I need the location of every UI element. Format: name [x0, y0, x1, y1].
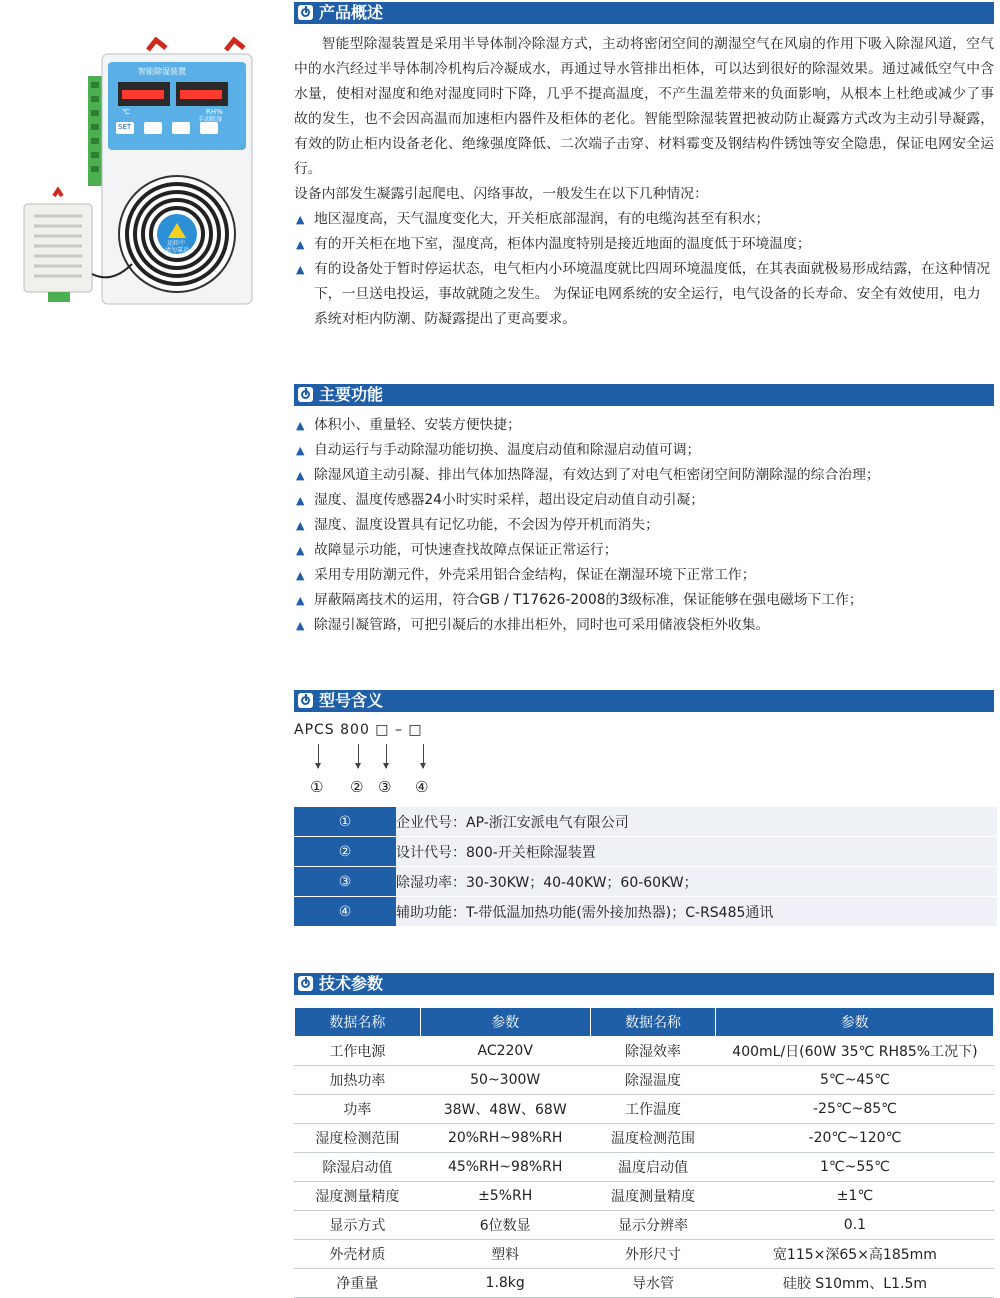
function-list: [294, 413, 994, 638]
power-icon: [298, 693, 313, 708]
table-cell: 显示方式: [295, 1211, 421, 1240]
list-item: ▲ 故障显示功能，可快速查找故障点保证正常运行；: [294, 538, 994, 563]
table-cell: -20℃~120℃: [716, 1124, 994, 1153]
table-cell: 净重量: [295, 1269, 421, 1298]
table-row: [294, 897, 997, 927]
table-row: [295, 1124, 994, 1153]
table-cell: 温度启动值: [590, 1153, 716, 1182]
fan-badge: 运转中: [167, 240, 186, 247]
params-table: [294, 1007, 994, 1298]
power-icon: [298, 976, 313, 991]
table-cell: 45%RH~98%RH: [420, 1153, 590, 1182]
table-cell: 显示分辨率: [590, 1211, 716, 1240]
arrow-icon: [318, 744, 319, 768]
section-title: 技术参数: [319, 974, 384, 993]
column-header: 参数: [420, 1008, 590, 1037]
fan-badge-2: 请勿靠近: [165, 247, 190, 254]
table-cell: 5℃~45℃: [716, 1066, 994, 1095]
section-overview-header: [294, 2, 994, 24]
product-image: [8, 24, 294, 314]
table-cell: 除湿启动值: [295, 1153, 421, 1182]
table-row: [295, 1037, 994, 1066]
table-cell: 1.8kg: [420, 1269, 590, 1298]
table-cell: 设计代号：800-开关柜除湿装置: [396, 837, 997, 867]
panel-set-button: SET: [118, 123, 132, 131]
table-cell: AC220V: [420, 1037, 590, 1066]
table-cell: 外形尺寸: [590, 1240, 716, 1269]
list-item: ▲ 除湿风道主动引凝、排出气体加热降湿，有效达到了对电气柜密闭空间防潮除湿的综合治理；: [294, 463, 994, 488]
model-mark: ①: [310, 778, 324, 796]
table-row: [294, 807, 997, 837]
panel-unit-rh: RH%: [206, 108, 223, 116]
table-row: [294, 837, 997, 867]
table-cell: 除湿功率：30-30KW；40-40KW；60-60KW；: [396, 867, 997, 897]
section-functions-header: [294, 384, 994, 406]
table-row: [295, 1066, 994, 1095]
model-mark: ②: [350, 778, 364, 796]
panel-title: 智能除湿装置: [138, 67, 186, 76]
table-cell: 导水管: [590, 1269, 716, 1298]
table-cell: 宽115×深65×高185mm: [716, 1240, 994, 1269]
table-cell: 除湿效率: [590, 1037, 716, 1066]
table-cell: 湿度检测范围: [295, 1124, 421, 1153]
model-table: [294, 807, 997, 927]
panel-unit-temp: ℃: [122, 108, 130, 116]
list-item: ▲ 湿度、温度设置具有记忆功能，不会因为停开机而消失；: [294, 513, 994, 538]
table-cell: ±1℃: [716, 1182, 994, 1211]
list-item: ▲ 屏蔽隔离技术的运用，符合GB / T17626-2008的3级标准，保证能够在强电磁场下工作；: [294, 588, 994, 613]
model-mark: ③: [378, 778, 392, 796]
table-cell: ①: [294, 807, 396, 837]
list-item: ▲ 自动运行与手动除湿功能切换、温度启动值和除湿启动值可调；: [294, 438, 994, 463]
overview-paragraph: 设备内部发生凝露引起爬电、闪络事故，一般发生在以下几种情况：: [294, 186, 708, 202]
table-cell: 工作电源: [295, 1037, 421, 1066]
list-item: ▲ 湿度、温度传感器24小时实时采样，超出设定启动值自动引凝；: [294, 488, 994, 513]
section-params-header: [294, 973, 994, 995]
table-row: [295, 1240, 994, 1269]
table-row: [295, 1211, 994, 1240]
table-cell: ±5%RH: [420, 1182, 590, 1211]
table-cell: 温度测量精度: [590, 1182, 716, 1211]
column-header: 参数: [716, 1008, 994, 1037]
table-row: [295, 1269, 994, 1298]
column-header: 数据名称: [590, 1008, 716, 1037]
column-header: 数据名称: [295, 1008, 421, 1037]
table-cell: 功率: [295, 1095, 421, 1124]
table-cell: 硅胶 S10mm、L1.5m: [716, 1269, 994, 1298]
model-code-diagram: [294, 718, 494, 798]
table-cell: 温度检测范围: [590, 1124, 716, 1153]
table-cell: 加热功率: [295, 1066, 421, 1095]
table-cell: 20%RH~98%RH: [420, 1124, 590, 1153]
table-cell: 6位数显: [420, 1211, 590, 1240]
table-cell: 工作温度: [590, 1095, 716, 1124]
table-row: [295, 1153, 994, 1182]
list-item: ▲ 有的开关柜在地下室，湿度高，柜体内温度特别是接近地面的温度低于环境温度；: [294, 232, 994, 257]
overview-bullets: [294, 207, 994, 332]
arrow-icon: [386, 744, 387, 768]
overview-paragraph: 智能型除湿装置是采用半导体制冷除湿方式，主动将密闭空间的潮湿空气在风扇的作用下吸入除湿风道，空气中的水汽经过半导体制冷机构后冷凝成水，再通过导水管排出柜体，可以达到很好的除湿效果。通过减低空气中含水量，使相对湿度和绝对湿度同时下降，几乎不提高温度，不产生温差带来的负面影响，从根本上杜绝或减少了事故的发生，也不会因高温而加速柜内器件及柜体的老化。智能型除湿装置把被动防止凝露方式改为主动引导凝露，有效的防止柜内设备老化、绝缘强度降低、二次端子击穿、材料霉变及钢结构件锈蚀等安全隐患，保证电网安全运行。: [294, 36, 994, 177]
table-cell: 除湿温度: [590, 1066, 716, 1095]
overview-text: [294, 32, 994, 207]
table-cell: 38W、48W、68W: [420, 1095, 590, 1124]
table-cell: 外壳材质: [295, 1240, 421, 1269]
table-cell: ②: [294, 837, 396, 867]
list-item: ▲ 体积小、重量轻、安装方便快捷；: [294, 413, 994, 438]
list-item: ▲ 除湿引凝管路，可把引凝后的水排出柜外，同时也可采用储液袋柜外收集。: [294, 613, 994, 638]
model-mark: ④: [415, 778, 429, 796]
table-cell: 塑料: [420, 1240, 590, 1269]
table-cell: ③: [294, 867, 396, 897]
table-row: [294, 867, 997, 897]
panel-run-label: 手动除湿: [198, 116, 223, 123]
list-item: ▲ 有的设备处于暂时停运状态，电气柜内小环境温度就比四周环境温度低，在其表面就极易形成结露，在这种情况下，一旦送电投运，事故就随之发生。 为保证电网系统的安全运行，电气设备的长寿命、安全有效使用，电力系统对柜内防潮、防凝露提出了更高要求。: [294, 257, 994, 332]
power-icon: [298, 5, 313, 20]
table-cell: 400mL/日(60W 35℃ RH85%工况下): [716, 1037, 994, 1066]
section-title: 型号含义: [319, 691, 384, 710]
list-item: ▲ 地区湿度高，天气温度变化大，开关柜底部湿润，有的电缆沟甚至有积水；: [294, 207, 994, 232]
section-model-header: [294, 690, 994, 712]
table-cell: 湿度测量精度: [295, 1182, 421, 1211]
arrow-icon: [358, 744, 359, 768]
model-code: APCS 800 □ – □: [294, 722, 423, 738]
table-header-row: [295, 1008, 994, 1037]
table-row: [295, 1095, 994, 1124]
section-title: 主要功能: [319, 385, 384, 404]
table-cell: -25℃~85℃: [716, 1095, 994, 1124]
section-title: 产品概述: [319, 3, 384, 22]
table-cell: ④: [294, 897, 396, 927]
table-row: [295, 1182, 994, 1211]
power-icon: [298, 387, 313, 402]
table-cell: 1℃~55℃: [716, 1153, 994, 1182]
list-item: ▲ 采用专用防潮元件，外壳采用铝合金结构，保证在潮湿环境下正常工作；: [294, 563, 994, 588]
table-cell: 50~300W: [420, 1066, 590, 1095]
table-cell: 企业代号：AP-浙江安派电气有限公司: [396, 807, 997, 837]
table-cell: 0.1: [716, 1211, 994, 1240]
arrow-icon: [423, 744, 424, 768]
table-cell: 辅助功能：T-带低温加热功能(需外接加热器)；C-RS485通讯: [396, 897, 997, 927]
